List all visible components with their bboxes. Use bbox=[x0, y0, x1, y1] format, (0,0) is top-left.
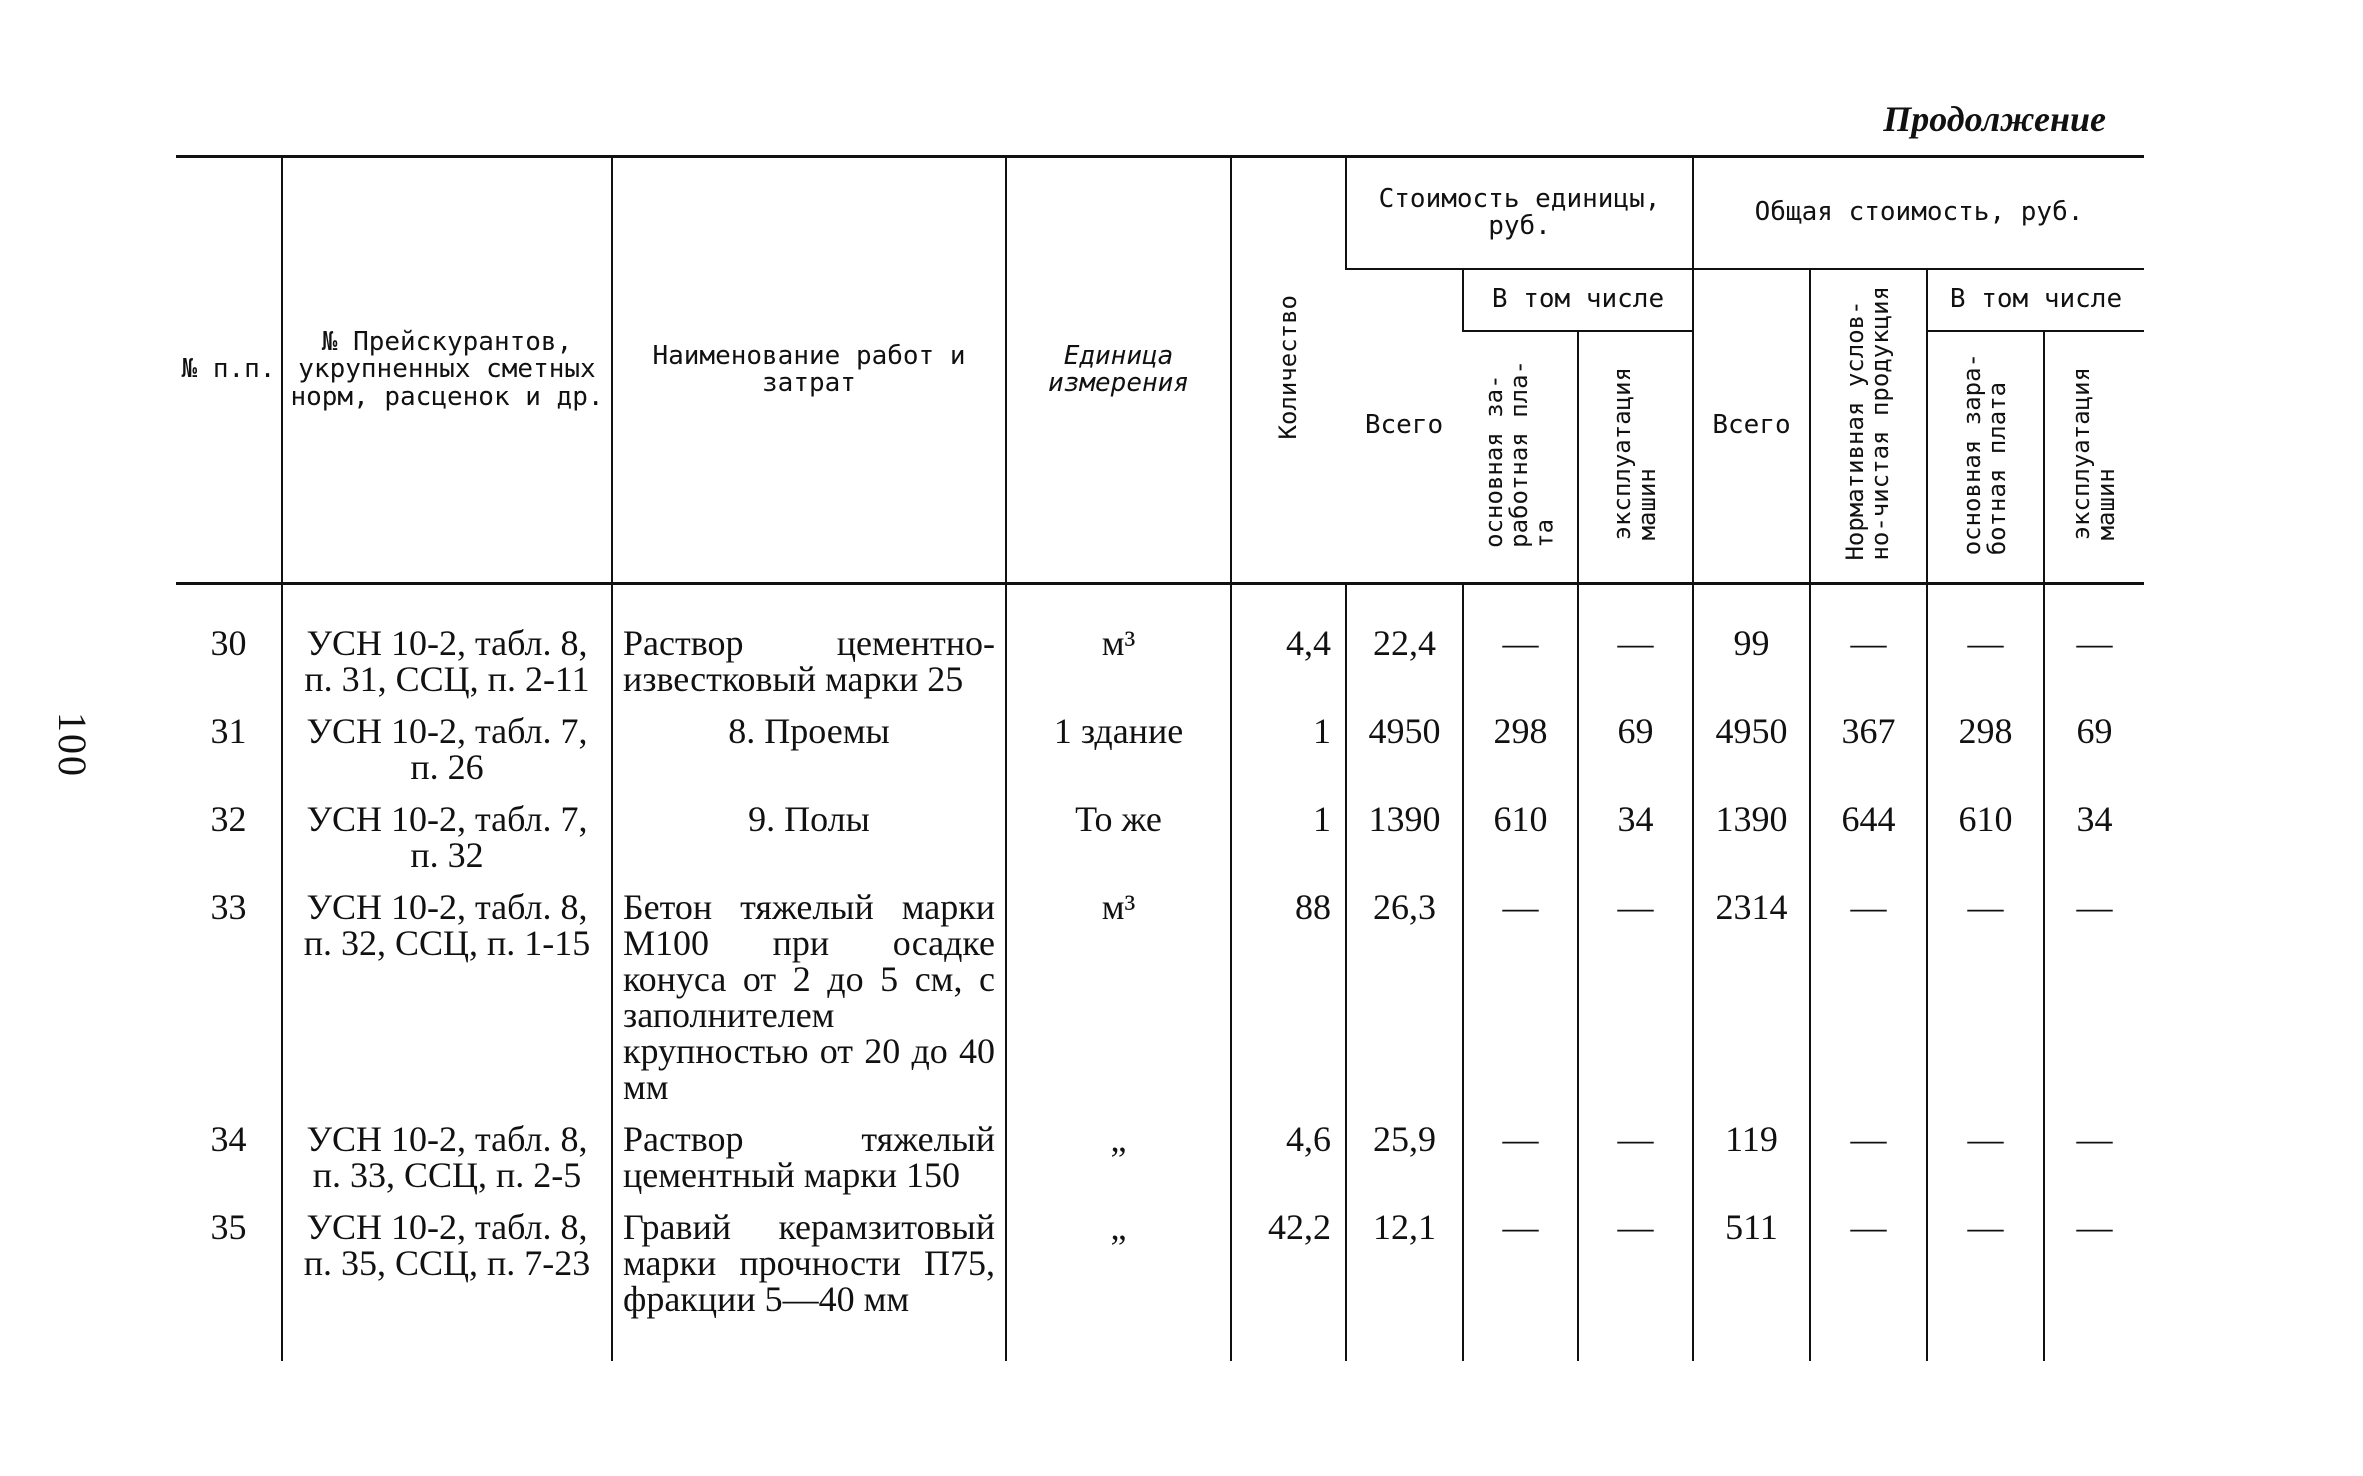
row-unit-wage: — bbox=[1463, 881, 1578, 1113]
row-unit-machines: — bbox=[1578, 584, 1693, 706]
row-name: 9. Полы bbox=[612, 793, 1006, 881]
page-number: 100 bbox=[50, 712, 95, 778]
table-row bbox=[176, 1113, 2144, 1201]
table-row bbox=[176, 793, 2144, 881]
row-num: 33 bbox=[210, 887, 247, 927]
header-normative-output-text: Нормативная услов- но-чистая продукция bbox=[1841, 285, 1895, 561]
row-ref: УСН 10-2, табл. 8, п. 32, ССЦ, п. 1-15 bbox=[282, 881, 612, 1113]
row-num: 31 bbox=[210, 711, 247, 751]
row-total: 4950 bbox=[1693, 705, 1810, 793]
row-name: 8. Проемы bbox=[612, 705, 1006, 793]
header-total-machines-text: эксплуатация машин bbox=[2067, 367, 2121, 541]
header-quantity-text: Количество bbox=[1273, 294, 1302, 440]
row-unit-wage: 610 bbox=[1463, 793, 1578, 881]
table-row bbox=[176, 705, 2144, 793]
table-row bbox=[176, 1201, 2144, 1361]
table-row bbox=[176, 584, 2144, 706]
row-total: 99 bbox=[1693, 584, 1810, 706]
row-name: Раствор цементно-известковый марки 25 bbox=[612, 584, 1006, 706]
row-normative: — bbox=[1810, 1113, 1927, 1201]
row-total-wage: — bbox=[1927, 881, 2044, 1113]
row-num: 30 bbox=[210, 623, 247, 663]
row-unit-wage: 298 bbox=[1463, 705, 1578, 793]
row-unit-machines: — bbox=[1578, 1113, 1693, 1201]
row-ref: УСН 10-2, табл. 7, п. 26 bbox=[282, 705, 612, 793]
header-quantity bbox=[1231, 157, 1346, 584]
row-ref: УСН 10-2, табл. 8, п. 35, ССЦ, п. 7-23 bbox=[282, 1201, 612, 1361]
row-normative: — bbox=[1810, 584, 1927, 706]
header-num: № п.п. bbox=[181, 354, 276, 385]
header-total-wage bbox=[1927, 331, 2044, 584]
row-ref: УСН 10-2, табл. 7, п. 32 bbox=[282, 793, 612, 881]
row-num: 32 bbox=[210, 799, 247, 839]
row-unit-machines: — bbox=[1578, 881, 1693, 1113]
header-normative-output bbox=[1810, 269, 1927, 584]
row-normative: — bbox=[1810, 881, 1927, 1113]
row-qty: 88 bbox=[1231, 881, 1346, 1113]
row-total-wage: — bbox=[1927, 584, 2044, 706]
table-row bbox=[176, 881, 2144, 1113]
row-total-machines: 69 bbox=[2044, 705, 2144, 793]
header-unit-wage bbox=[1463, 331, 1578, 584]
row-unit-machines: 69 bbox=[1578, 705, 1693, 793]
header-unit-cost-group: Стоимость единицы, руб. bbox=[1346, 157, 1693, 270]
row-total-wage: — bbox=[1927, 1201, 2044, 1361]
row-unit-total: 26,3 bbox=[1346, 881, 1463, 1113]
row-unit: „ bbox=[1006, 1113, 1231, 1201]
row-total-machines: — bbox=[2044, 1201, 2144, 1361]
row-unit-total: 22,4 bbox=[1346, 584, 1463, 706]
row-total: 119 bbox=[1693, 1113, 1810, 1201]
header-total-cost-total: Всего bbox=[1693, 269, 1810, 584]
row-unit-total: 25,9 bbox=[1346, 1113, 1463, 1201]
row-total-machines: — bbox=[2044, 584, 2144, 706]
table-header bbox=[176, 157, 2144, 584]
row-unit-wage: — bbox=[1463, 1113, 1578, 1201]
estimate-table bbox=[176, 155, 2144, 1361]
row-unit: 1 здание bbox=[1006, 705, 1231, 793]
header-unit-machines-text: эксплуатация машин bbox=[1608, 367, 1662, 541]
row-name: Бетон тяжелый марки М100 при осадке конуса от 2 до 5 см, с заполнителем крупностью от 20 до 40 мм bbox=[612, 881, 1006, 1113]
row-num: 35 bbox=[210, 1207, 247, 1247]
row-unit-total: 4950 bbox=[1346, 705, 1463, 793]
header-price-list: № Прейскурантов, укрупненных сметных норм, расценок и др. bbox=[282, 157, 612, 584]
row-total-wage: 298 bbox=[1927, 705, 2044, 793]
row-total-machines: — bbox=[2044, 881, 2144, 1113]
header-name: Наименование работ и затрат bbox=[612, 157, 1006, 584]
row-total: 1390 bbox=[1693, 793, 1810, 881]
header-unit-cost-total: Всего bbox=[1364, 410, 1444, 441]
row-normative: 644 bbox=[1810, 793, 1927, 881]
row-qty: 1 bbox=[1231, 793, 1346, 881]
table-body bbox=[176, 584, 2144, 1362]
row-normative: — bbox=[1810, 1201, 1927, 1361]
header-total-cost-incl: В том числе bbox=[1927, 269, 2144, 331]
row-unit-total: 12,1 bbox=[1346, 1201, 1463, 1361]
row-total: 511 bbox=[1693, 1201, 1810, 1361]
continuation-label: Продолжение bbox=[1883, 99, 2106, 139]
row-normative: 367 bbox=[1810, 705, 1927, 793]
row-qty: 42,2 bbox=[1231, 1201, 1346, 1361]
row-unit: „ bbox=[1006, 1201, 1231, 1361]
header-unit: Единица измерения bbox=[1006, 157, 1231, 584]
row-qty: 4,6 bbox=[1231, 1113, 1346, 1201]
row-total-wage: — bbox=[1927, 1113, 2044, 1201]
row-total-wage: 610 bbox=[1927, 793, 2044, 881]
row-ref: УСН 10-2, табл. 8, п. 33, ССЦ, п. 2-5 bbox=[282, 1113, 612, 1201]
row-total-machines: 34 bbox=[2044, 793, 2144, 881]
header-unit-machines bbox=[1578, 331, 1693, 584]
row-unit-wage: — bbox=[1463, 1201, 1578, 1361]
header-unit-wage-text: основная за- работная пла- та bbox=[1480, 359, 1559, 548]
row-num: 34 bbox=[210, 1119, 247, 1159]
row-unit: м³ bbox=[1006, 881, 1231, 1113]
header-total-cost-group: Общая стоимость, руб. bbox=[1693, 157, 2144, 270]
header-total-wage-text: основная зара- ботная плата bbox=[1958, 352, 2012, 555]
row-name: Раствор тяжелый цементный марки 150 bbox=[612, 1113, 1006, 1201]
row-ref: УСН 10-2, табл. 8, п. 31, ССЦ, п. 2-11 bbox=[282, 584, 612, 706]
row-unit: м³ bbox=[1006, 584, 1231, 706]
row-unit-machines: — bbox=[1578, 1201, 1693, 1361]
estimate-table-container bbox=[176, 155, 2144, 1361]
header-total-machines bbox=[2044, 331, 2144, 584]
row-unit: То же bbox=[1006, 793, 1231, 881]
row-total: 2314 bbox=[1693, 881, 1810, 1113]
header-unit-cost-incl: В том числе bbox=[1463, 269, 1693, 331]
row-unit-total: 1390 bbox=[1346, 793, 1463, 881]
row-unit-machines: 34 bbox=[1578, 793, 1693, 881]
row-qty: 1 bbox=[1231, 705, 1346, 793]
row-qty: 4,4 bbox=[1231, 584, 1346, 706]
row-name: Гравий керамзитовый марки прочности П75, фракции 5—40 мм bbox=[612, 1201, 1006, 1361]
row-unit-wage: — bbox=[1463, 584, 1578, 706]
row-total-machines: — bbox=[2044, 1113, 2144, 1201]
